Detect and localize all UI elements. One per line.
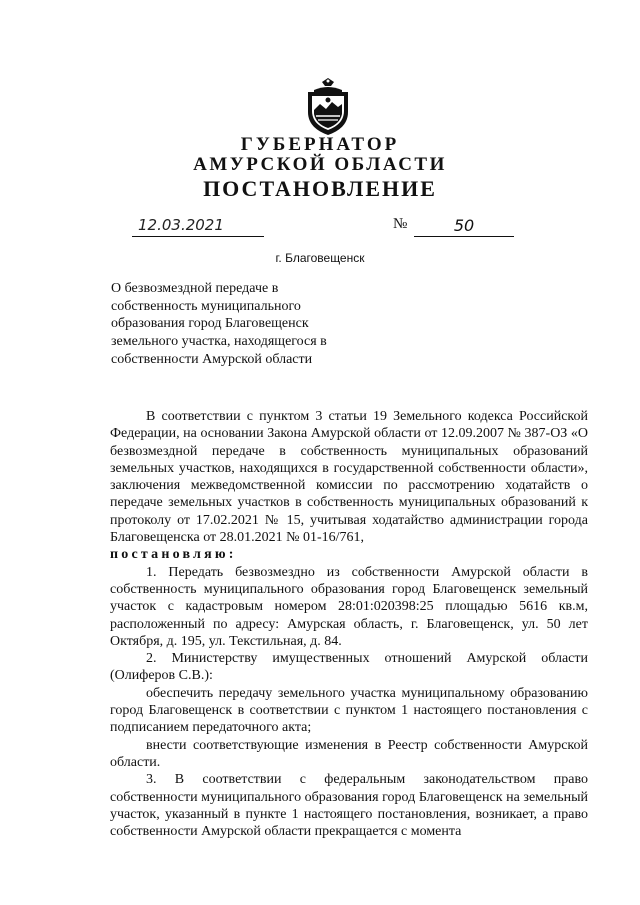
- item-1-paragraph: 1. Передать безвозмездно из собственности Амурской области в собственность муниципального образования город Благовещенск земельный участок с кадастровым номером 28:01:020398:25 площадью 5616 кв.м, расположенный по адресу: Амурская область, г. Благовещенск, ул. 50 лет Октября, д. 195, ул. Текстильная, д. 84.: [110, 564, 588, 649]
- header-line-2: АМУРСКОЙ ОБЛАСТИ: [193, 154, 447, 175]
- number-label: №: [393, 216, 408, 232]
- item-2-paragraph: 2. Министерству имущественных отношений Амурской области (Олиферов С.В.):: [110, 651, 588, 684]
- coat-of-arms-icon: [300, 78, 356, 136]
- document-date: 12.03.2021: [132, 216, 264, 237]
- item-2b-paragraph: внести соответствующие изменения в Реестр собственности Амурской области.: [110, 737, 588, 770]
- header-line-1: ГУБЕРНАТОР: [240, 134, 400, 155]
- document-type-title: ПОСТАНОВЛЕНИЕ: [203, 176, 437, 201]
- document-body: [110, 408, 588, 840]
- city-name: г. Благовещенск: [275, 251, 365, 265]
- decree-word: постановляю:: [110, 547, 237, 563]
- item-2a-paragraph: обеспечить передачу земельного участка муниципальному образованию город Благовещенск в соответствии с пунктом 1 настоящего постановления с подписанием передаточного акта;: [110, 685, 588, 736]
- preamble-paragraph: В соответствии с пунктом 3 статьи 19 Земельного кодекса Российской Федерации, на основании Закона Амурской области от 12.09.2007 № 387-ОЗ «О безвозмездной передаче в собственность муниципальных образований земельных участков, находящихся в государственной собственности области», заключения межведомственной комиссии по рассмотрению ходатайств о передаче земельных участков в собственность муниципальных образований к протоколу от 17.02.2021 № 15, учитывая ходатайство администрации города Благовещенска от 28.01.2021 № 01-16/761,: [110, 409, 588, 546]
- document-number: 50: [414, 216, 514, 237]
- item-3-paragraph: 3. В соответствии с федеральным законодательством право собственности муниципального образования город Благовещенск на земельный участок, указанный в пункте 1 настоящего постановления, возникает, а право собственности Амурской области прекращается с момента: [110, 772, 588, 840]
- document-subject: О безвозмездной передаче в собственность муниципального образования город Благовещенск земельного участка, находящегося в собственности Амурской области: [111, 281, 327, 367]
